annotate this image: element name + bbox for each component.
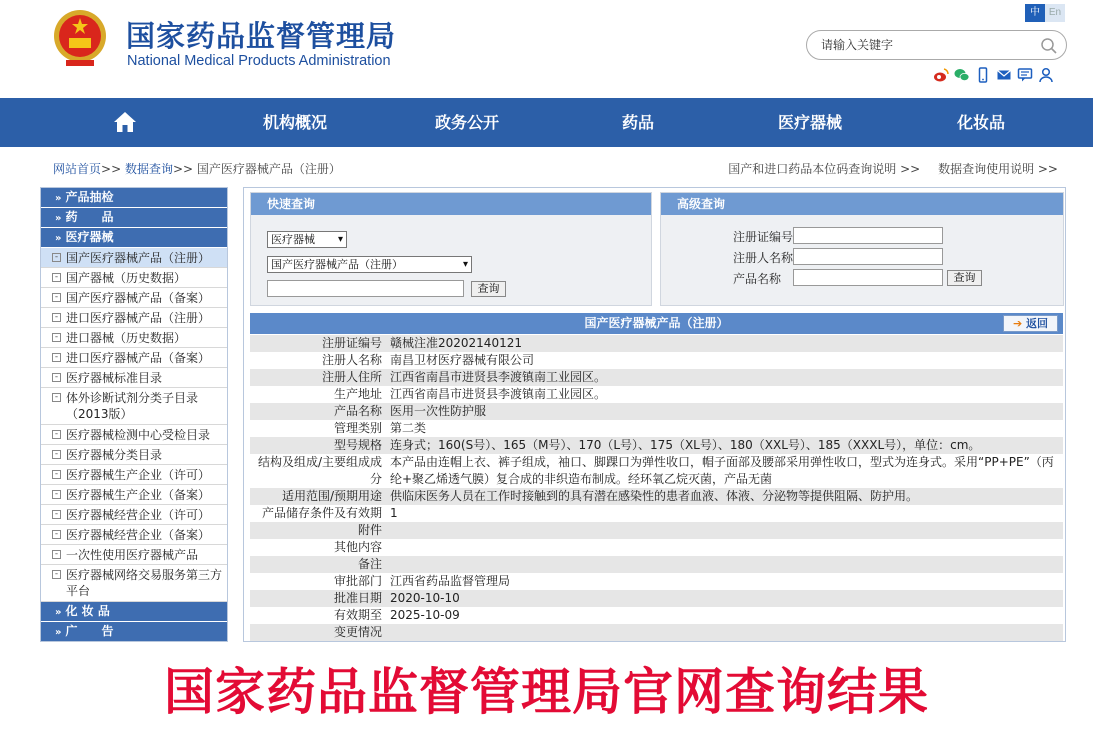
breadcrumb-data-query-link[interactable]: 数据查询: [124, 162, 173, 176]
field-label: 有效期至: [333, 608, 382, 622]
field-value: [390, 539, 1063, 556]
detail-title: 国产医疗器械产品（注册） ➔ 返回: [250, 313, 1063, 334]
national-emblem-icon: [52, 8, 108, 68]
table-row: [250, 403, 1063, 420]
field-label: 批准日期: [333, 591, 382, 605]
expand-box-icon: -: [52, 273, 61, 282]
table-row: [250, 607, 1063, 624]
double-arrow-icon: »: [55, 233, 62, 244]
expand-box-icon: -: [52, 393, 61, 402]
expand-box-icon: -: [52, 253, 61, 262]
registration-number-input[interactable]: [793, 227, 943, 244]
sidebar-category-sampling[interactable]: » 产品抽检: [41, 188, 227, 207]
field-value: 赣械注准20202140121: [390, 336, 522, 350]
sidebar-category-ads[interactable]: » 广 告: [41, 622, 227, 641]
sidebar: [40, 187, 228, 642]
double-arrow-icon: »: [55, 607, 62, 618]
field-label: 注册证编号: [321, 336, 382, 350]
language-switch: [1025, 4, 1065, 22]
field-label: 生产地址: [333, 387, 382, 401]
quick-query-panel: [250, 192, 652, 306]
field-value: [390, 624, 1063, 641]
nav-item-medical-devices[interactable]: 医疗器械: [777, 113, 842, 132]
expand-box-icon: -: [52, 373, 61, 382]
sidebar-item-domestic-device-history[interactable]: - 国产器械（历史数据）: [41, 268, 227, 288]
search-icon[interactable]: [1040, 37, 1058, 55]
mobile-icon[interactable]: [975, 67, 991, 83]
sidebar-item-domestic-device-filing[interactable]: - 国产医疗器械产品（备案）: [41, 288, 227, 308]
help-links: [714, 160, 1058, 177]
expand-box-icon: -: [52, 470, 61, 479]
registration-number-label: 注册证编号: [733, 230, 794, 244]
product-name-input[interactable]: [793, 269, 943, 286]
field-label: 审批部门: [333, 574, 382, 588]
logo-title-cn[interactable]: 国家药品监督管理局: [126, 19, 397, 53]
advanced-query-title: 高级查询: [661, 193, 1063, 215]
field-value: 第二类: [390, 421, 427, 435]
sidebar-item-import-device-registration[interactable]: - 进口医疗器械产品（注册）: [41, 308, 227, 328]
drug-code-help-link[interactable]: 国产和进口药品本位码查询说明 >>: [728, 162, 921, 176]
sidebar-item-manufacturer-filing[interactable]: - 医疗器械生产企业（备案）: [41, 485, 227, 505]
quick-search-button[interactable]: 查询: [471, 281, 506, 297]
breadcrumb-separator: >>: [172, 162, 194, 176]
field-label: 附件: [357, 523, 382, 537]
arrow-right-icon: ➔: [1012, 317, 1023, 330]
table-row: [250, 556, 1063, 573]
expand-box-icon: -: [52, 530, 61, 539]
field-label: 变更情况: [333, 625, 382, 639]
field-label: 型号规格: [333, 438, 382, 452]
field-label: 结构及组成/主要组成成分: [257, 455, 382, 486]
field-value: 医用一次性防护服: [390, 404, 487, 418]
field-label: 其他内容: [333, 540, 382, 554]
wechat-icon[interactable]: [954, 67, 970, 83]
field-value: 本产品由连帽上衣、裤子组成，袖口、脚踝口为弹性收口，帽子面部及腰部采用弹性收口，型式为连身式。采用“PP+PE”（丙纶+聚乙烯透气膜）复合成的非织造布制成。经环氧乙烷灭菌，产品无菌: [390, 455, 1054, 486]
sidebar-item-test-center-catalog[interactable]: - 医疗器械检测中心受检目录: [41, 425, 227, 445]
sidebar-item-classification-catalog[interactable]: - 医疗器械分类目录: [41, 445, 227, 465]
home-icon[interactable]: [113, 111, 137, 133]
field-label: 产品名称: [333, 404, 382, 418]
database-select[interactable]: 国产医疗器械产品（注册） ▾: [267, 256, 472, 273]
site-header: [0, 0, 1093, 98]
social-links: [933, 67, 1054, 83]
table-row: [250, 335, 1063, 352]
table-row: [250, 522, 1063, 539]
nav-item-government-affairs[interactable]: 政务公开: [434, 113, 499, 132]
field-value: 江西省药品监督管理局: [390, 574, 511, 588]
expand-box-icon: -: [52, 353, 61, 362]
field-label: 适用范围/预期用途: [281, 489, 382, 503]
sidebar-category-drugs[interactable]: » 药 品: [41, 208, 227, 227]
detail-table: [250, 335, 1063, 641]
table-row: [250, 386, 1063, 403]
quick-query-title: 快速查询: [251, 193, 651, 215]
field-value: 2025-10-09: [390, 608, 460, 622]
quick-search-input[interactable]: [267, 280, 464, 297]
table-row: [250, 590, 1063, 607]
sidebar-item-online-trading-platform[interactable]: - 医疗器械网络交易服务第三方平台: [41, 565, 227, 602]
sidebar-item-single-use-devices[interactable]: - 一次性使用医疗器械产品: [41, 545, 227, 565]
table-row: [250, 454, 1063, 488]
sidebar-item-import-device-history[interactable]: - 进口器械（历史数据）: [41, 328, 227, 348]
result-banner: 国家药品监督管理局官网查询结果: [164, 663, 929, 721]
field-label: 管理类别: [333, 421, 382, 435]
sidebar-item-distributor-filing[interactable]: - 医疗器械经营企业（备案）: [41, 525, 227, 545]
expand-box-icon: -: [52, 570, 61, 579]
sidebar-item-ivd-catalog[interactable]: - 体外诊断试剂分类子目录（2013版）: [41, 388, 227, 425]
field-value: 2020-10-10: [390, 591, 460, 605]
nav-item-cosmetics[interactable]: 化妆品: [956, 113, 1005, 132]
field-value: 连身式；160(S号）、165（M号）、170（L号）、175（XL号）、180（XXL号）、185（XXXL号），单位：cm。: [390, 438, 981, 452]
breadcrumb-current: 国产医疗器械产品（注册）: [196, 162, 341, 176]
mail-icon[interactable]: [996, 67, 1012, 83]
logo-title-en[interactable]: National Medical Products Administration: [127, 53, 391, 69]
table-row: [250, 488, 1063, 505]
sidebar-category-cosmetics[interactable]: » 化 妆 品: [41, 602, 227, 621]
expand-box-icon: -: [52, 490, 61, 499]
breadcrumb-home-link[interactable]: 网站首页: [53, 162, 102, 176]
nav-item-about[interactable]: 机构概况: [262, 113, 327, 132]
main-nav: [0, 98, 1093, 147]
table-row: [250, 369, 1063, 386]
table-row: [250, 437, 1063, 454]
expand-box-icon: -: [52, 550, 61, 559]
dropdown-arrow-icon: ▾: [337, 234, 343, 245]
field-value: 1: [390, 506, 398, 520]
table-row: [250, 539, 1063, 556]
table-row: [250, 352, 1063, 369]
site-search: [806, 30, 1067, 60]
nav-item-drugs[interactable]: 药品: [621, 113, 654, 132]
double-arrow-icon: »: [55, 213, 62, 224]
chat-icon[interactable]: [1017, 67, 1033, 83]
expand-box-icon: -: [52, 333, 61, 342]
advanced-search-button[interactable]: 查询: [947, 270, 982, 286]
registrant-name-label: 注册人名称: [733, 251, 794, 265]
sidebar-item-domestic-device-registration[interactable]: - 国产医疗器械产品（注册）: [41, 248, 227, 268]
sidebar-item-manufacturer-license[interactable]: - 医疗器械生产企业（许可）: [41, 465, 227, 485]
registrant-name-input[interactable]: [793, 248, 943, 265]
field-label: 注册人名称: [321, 353, 382, 367]
table-row: [250, 573, 1063, 590]
lang-en-button[interactable]: En: [1045, 4, 1065, 22]
product-name-label: 产品名称: [733, 272, 782, 286]
category-select[interactable]: 医疗器械 ▾: [267, 231, 347, 248]
expand-box-icon: -: [52, 313, 61, 322]
sidebar-category-devices[interactable]: » 医疗器械: [41, 228, 227, 247]
field-label: 产品储存条件及有效期: [261, 506, 382, 520]
field-value: 江西省南昌市进贤县李渡镇南工业园区。: [390, 370, 607, 384]
field-value: 南昌卫材医疗器械有限公司: [390, 353, 535, 367]
breadcrumb: [53, 160, 341, 177]
weibo-icon[interactable]: [933, 67, 949, 83]
dropdown-arrow-icon: ▾: [462, 259, 468, 270]
expand-box-icon: -: [52, 510, 61, 519]
field-value: 供临床医务人员在工作时接触到的具有潜在感染性的患者血液、体液、分泌物等提供阻隔、防护用。: [390, 489, 919, 503]
sidebar-item-import-device-filing[interactable]: - 进口医疗器械产品（备案）: [41, 348, 227, 368]
field-value: [390, 522, 1063, 539]
expand-box-icon: -: [52, 430, 61, 439]
table-row: [250, 505, 1063, 522]
field-label: 备注: [357, 557, 382, 571]
sidebar-item-distributor-license[interactable]: - 医疗器械经营企业（许可）: [41, 505, 227, 525]
content-panel: [243, 187, 1066, 642]
user-icon[interactable]: [1038, 67, 1054, 83]
advanced-query-panel: [660, 192, 1064, 306]
expand-box-icon: -: [52, 450, 61, 459]
table-row: [250, 624, 1063, 641]
breadcrumb-separator: >>: [101, 162, 122, 176]
back-button[interactable]: ➔ 返回: [1003, 315, 1058, 332]
data-query-help-link[interactable]: 数据查询使用说明 >>: [938, 162, 1058, 176]
lang-zh-button[interactable]: 中: [1025, 4, 1045, 22]
field-value: 江西省南昌市进贤县李渡镇南工业园区。: [390, 387, 607, 401]
table-row: [250, 420, 1063, 437]
double-arrow-icon: »: [55, 193, 62, 204]
field-value: [390, 556, 1063, 573]
expand-box-icon: -: [52, 293, 61, 302]
field-label: 注册人住所: [321, 370, 382, 384]
sidebar-item-device-standards[interactable]: - 医疗器械标准目录: [41, 368, 227, 388]
double-arrow-icon: »: [55, 627, 62, 638]
search-input[interactable]: [821, 36, 1031, 54]
